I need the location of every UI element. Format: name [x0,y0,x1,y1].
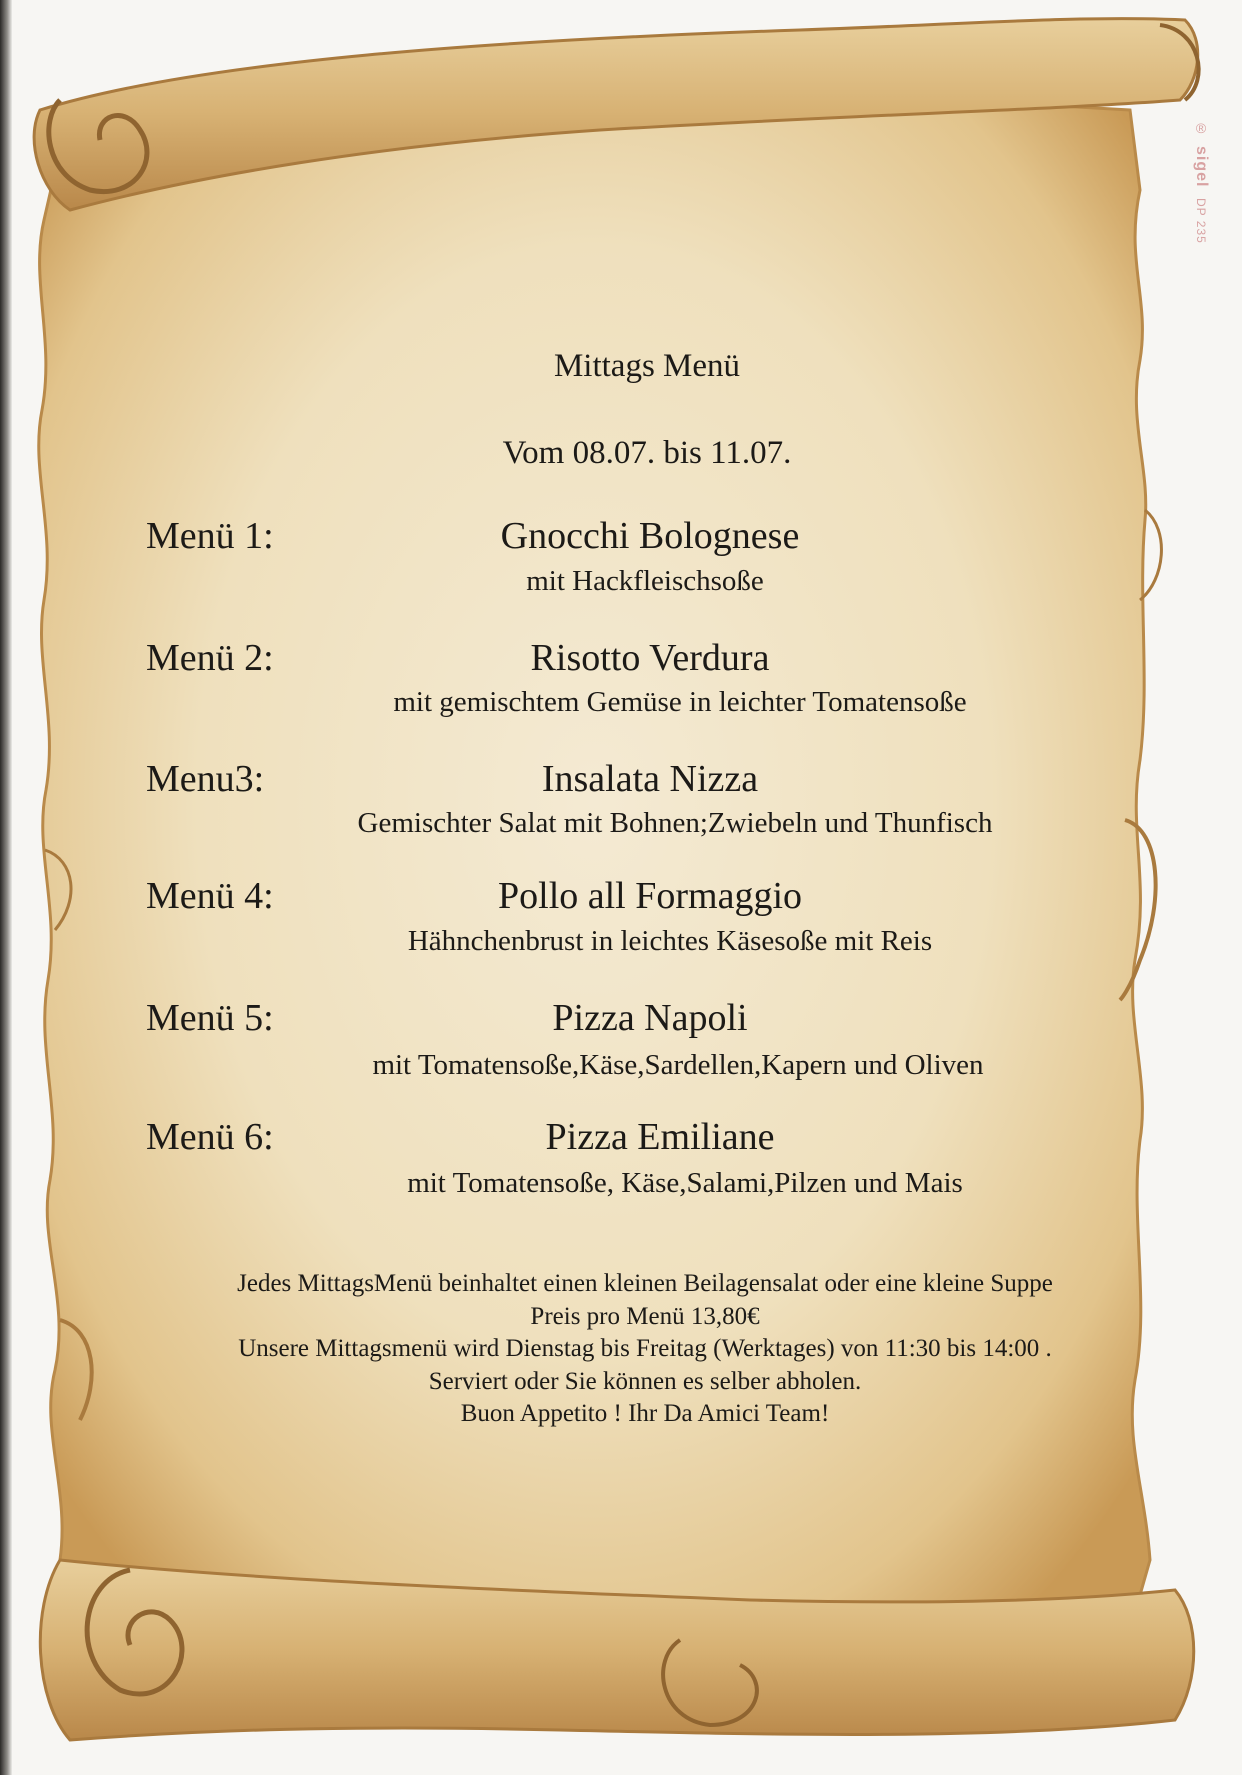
footer-line-included: Jedes MittagsMenü beinhaltet einen kleinen Beilagensalat oder eine kleine Suppe [237,1270,1053,1297]
brand-imprint [1186,120,1210,250]
dish-description: mit Hackfleischsoße [526,565,764,597]
page-title: Mittags Menü [553,348,741,384]
dish-name: Gnocchi Bolognese [500,515,800,557]
footer-line-hours: Unsere Mittagsmenü wird Dienstag bis Freitag (Werktages) von 11:30 bis 14:00 . [238,1335,1052,1362]
dish-description: mit Tomatensoße,Käse,Sardellen,Kapern und Oliven [372,1049,984,1081]
brand-product-code: DP 235 [1194,197,1208,244]
dish-description: Hähnchenbrust in leichtes Käsesoße mit Reis [407,925,933,957]
menu-item-label: Menü 4: [146,875,274,917]
footer-line-service: Serviert oder Sie können es selber abholen. [428,1367,862,1395]
dish-name: Pollo all Formaggio [498,875,802,917]
date-range: Vom 08.07. bis 11.07. [502,435,792,471]
menu-item-label: Menü 2: [146,637,274,679]
footer-line-price: Preis pro Menü 13,80€ [530,1302,760,1330]
footer-notes [150,1268,1140,1431]
menu-item-label: Menü 6: [146,1116,274,1158]
dish-name: Pizza Emiliane [545,1116,775,1158]
dish-description: mit Tomatensoße, Käse,Salami,Pilzen und Mais [407,1167,963,1199]
dish-description: Gemischter Salat mit Bohnen;Zwiebeln und Thunfisch [357,807,993,839]
menu-item-label: Menu3: [146,758,265,800]
dish-name: Pizza Napoli [552,997,748,1039]
dish-name: Insalata Nizza [541,758,759,800]
menu-item-label: Menü 5: [146,997,274,1039]
brand-name: sigel [1193,145,1210,188]
menu-item-label: Menü 1: [146,515,274,557]
dish-name: Risotto Verdura [530,637,770,679]
footer-line-signoff: Buon Appetito ! Ihr Da Amici Team! [460,1400,830,1427]
dish-description: mit gemischtem Gemüse in leichter Tomatensoße [393,686,967,718]
brand-logo-icon: ® [1193,120,1209,137]
